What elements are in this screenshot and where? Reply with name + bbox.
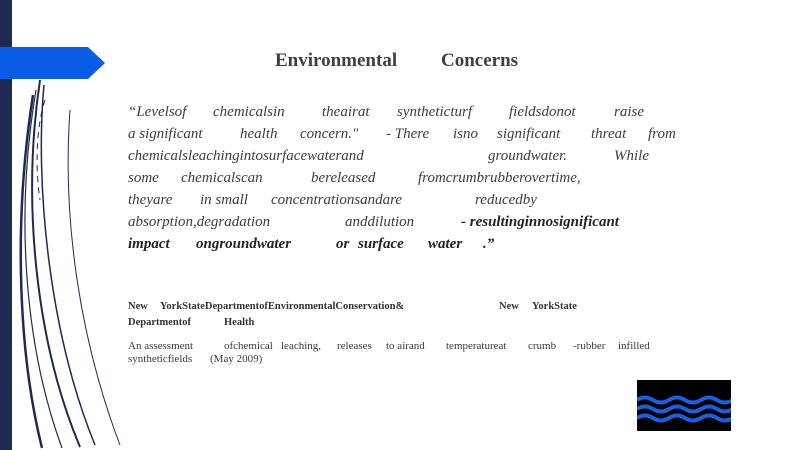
source-line [128, 317, 668, 333]
report-word: An assessment [128, 340, 194, 352]
quote-line [128, 236, 688, 258]
quote-word: chemicalsleachingintosurfacewaterand [128, 148, 364, 164]
quote-word: reducedby [475, 192, 537, 208]
quote-line [128, 104, 688, 126]
wave-icon [637, 380, 731, 431]
quote-word: threat [591, 126, 627, 142]
quote-word: some [128, 170, 159, 186]
report-word: ofchemical [224, 340, 273, 352]
source-word: New [128, 301, 148, 312]
report-word: temperatureat [446, 340, 507, 352]
quote-word: fromcrumbrubberovertime, [418, 170, 581, 186]
quote-word: impact [128, 236, 170, 252]
quote-word: surface [358, 236, 404, 252]
title-word: Concerns [441, 50, 519, 71]
water-waves-logo [637, 380, 731, 431]
report-word: crumb [528, 340, 557, 352]
source-line [128, 301, 668, 317]
quote-line [128, 148, 688, 170]
quote-word: health [240, 126, 278, 142]
source-attribution [128, 301, 668, 333]
quote-word: “Levelsof [128, 104, 187, 120]
report-word: syntheticfields [128, 353, 193, 365]
quote-line [128, 126, 688, 148]
quote-word: from [648, 126, 676, 142]
source-word: YorkStateDepartmentofEnvironmentalConservation& [160, 301, 405, 312]
quote-word: groundwater. [488, 148, 568, 164]
quote-word: syntheticturf [397, 104, 472, 120]
quote-word: significant [497, 126, 561, 142]
quote-word: While [614, 148, 649, 164]
report-word: infilled [618, 340, 650, 352]
quote-word: isno [453, 126, 479, 142]
report-word: leaching, [281, 340, 322, 352]
quote-word: chemicalsin [213, 104, 285, 120]
quote-word: anddilution [345, 214, 415, 230]
quote-word: a significant [128, 126, 203, 142]
report-line [128, 340, 668, 353]
source-word: New [499, 301, 519, 312]
report-word: (May 2009) [210, 353, 263, 365]
quote-line [128, 214, 688, 236]
quote-word: .” [483, 236, 495, 252]
quote-word: in small [200, 192, 248, 208]
quote-word: ongroundwater [196, 236, 292, 252]
source-word: YorkState [532, 301, 577, 312]
quote-word: concentrationsandare [271, 192, 403, 208]
quote-line [128, 170, 688, 192]
quote-word: fieldsdonot [509, 104, 576, 120]
title-word: Environmental [275, 50, 398, 71]
quote-word: bereleased [311, 170, 376, 186]
slide-title [0, 50, 800, 76]
quote-word: absorption,degradation [128, 214, 271, 230]
quote-word: theairat [322, 104, 370, 120]
report-word: -rubber [573, 340, 606, 352]
quote-line [128, 192, 688, 214]
quote-word: concern." [300, 126, 359, 142]
quote-word: theyare [128, 192, 173, 208]
quote-word: raise [614, 104, 644, 120]
quote-word: water [428, 236, 463, 252]
report-line [128, 353, 668, 366]
quote-block [128, 104, 688, 258]
report-title [128, 340, 668, 366]
source-word: Health [224, 317, 255, 328]
quote-word: or [336, 236, 350, 252]
quote-word: - resultinginnosignificant [461, 214, 619, 230]
report-word: releases [337, 340, 372, 352]
report-word: to airand [386, 340, 425, 352]
quote-word: chemicalscan [181, 170, 263, 186]
source-word: Departmentof [128, 317, 191, 328]
quote-word: - There [386, 126, 430, 142]
